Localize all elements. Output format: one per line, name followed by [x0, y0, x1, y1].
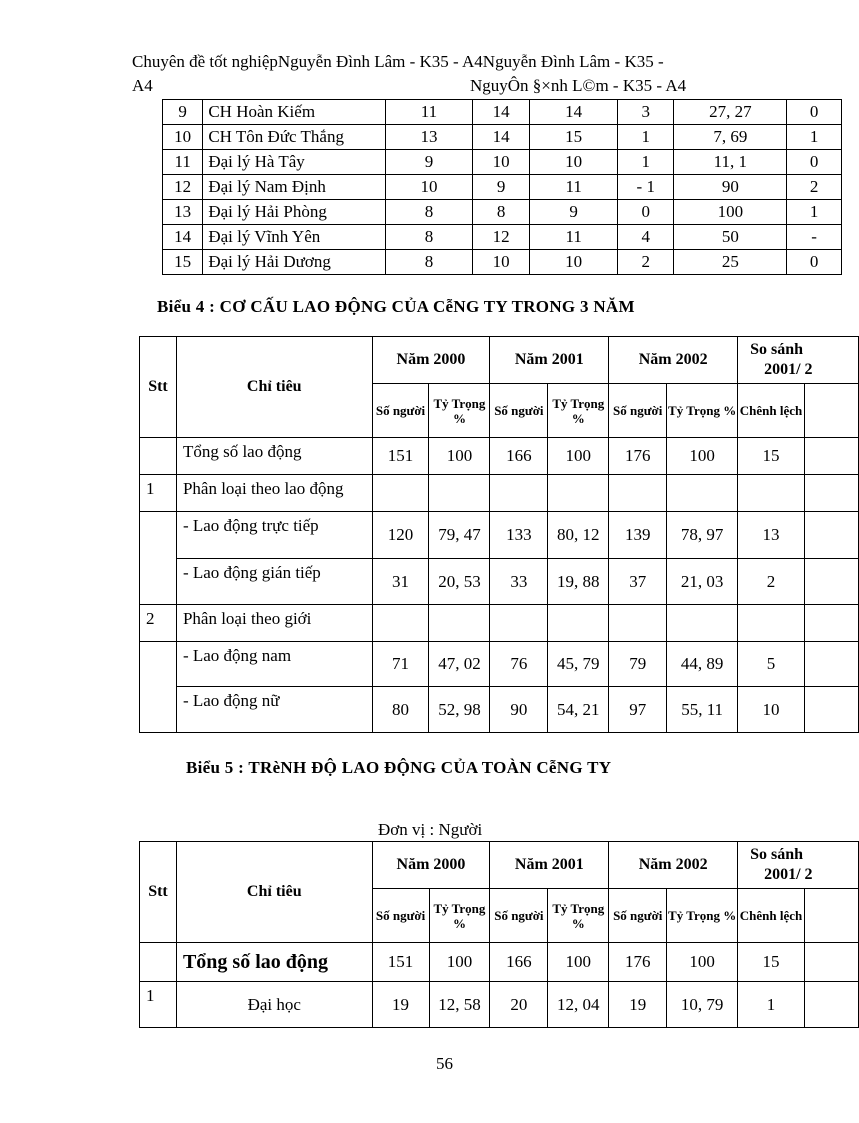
sub-tytrong: Tỷ Trọng % — [429, 889, 490, 943]
cell-c4: 4 — [618, 225, 674, 250]
cell-name: Đại lý Hải Dương — [203, 250, 386, 275]
table-row — [163, 100, 842, 125]
cell-stt: 14 — [163, 225, 203, 250]
cell-c3: 11 — [530, 225, 618, 250]
sub-songuoi: Số người — [490, 889, 548, 943]
cell-c6: 1 — [787, 200, 842, 225]
table-row: - Lao động trực tiếp 120 79, 47 133 80, 12 139 78, 97 13 — [140, 512, 859, 559]
cell-stt: 13 — [163, 200, 203, 225]
header-sosanh: So sánh 2001/ 2 — [738, 842, 859, 889]
table-row — [163, 200, 842, 225]
cell-stt: 10 — [163, 125, 203, 150]
table-row — [163, 150, 842, 175]
cell-c4: 2 — [618, 250, 674, 275]
header-2002: Năm 2002 — [609, 842, 738, 889]
cell-c2: 10 — [472, 150, 529, 175]
running-header-a4: A4 — [132, 76, 153, 95]
sub-songuoi: Số người — [609, 384, 667, 438]
cell-c5: 90 — [674, 175, 787, 200]
cell-c3: 10 — [530, 250, 618, 275]
cell-c2: 10 — [472, 250, 529, 275]
sub-songuoi: Số người — [372, 889, 429, 943]
cell-c2: 8 — [472, 200, 529, 225]
cell-c3: 11 — [530, 175, 618, 200]
cell-c1: 8 — [386, 200, 473, 225]
cell-stt: 12 — [163, 175, 203, 200]
sub-songuoi: Số người — [490, 384, 548, 438]
table-row: - Lao động gián tiếp 31 20, 53 33 19, 88 37 21, 03 2 — [140, 559, 859, 605]
table-row: - Lao động nữ 80 52, 98 90 54, 21 97 55, 11 10 — [140, 687, 859, 733]
cell-c4: 0 — [618, 200, 674, 225]
sub-tytrong: Tỷ Trọng % — [429, 384, 490, 438]
table-row — [163, 125, 842, 150]
cell-c3: 14 — [530, 100, 618, 125]
table5-caption: Biểu 5 : TRèNH ĐỘ LAO ĐỘNG CỦA TOÀN CễNG TY — [186, 758, 612, 777]
cell-c6: 0 — [787, 150, 842, 175]
unit-label: Đơn vị : Người — [378, 820, 483, 839]
cell-stt: 9 — [163, 100, 203, 125]
cell-name: Đại lý Hải Phòng — [203, 200, 386, 225]
labor-level-table — [139, 841, 859, 1028]
table-row: 2 Phân loại theo giới — [140, 605, 859, 642]
cell-c2: 14 — [472, 125, 529, 150]
cell-name: CH Tôn Đức Thắng — [203, 125, 386, 150]
header-2000: Năm 2000 — [372, 842, 490, 889]
cell-name: Đại lý Vĩnh Yên — [203, 225, 386, 250]
table-row: 1 Phân loại theo lao động — [140, 475, 859, 512]
cell-c1: 11 — [386, 100, 473, 125]
cell-c5: 100 — [674, 200, 787, 225]
table-row — [163, 225, 842, 250]
header-2001: Năm 2001 — [490, 337, 609, 384]
cell-c6: 2 — [787, 175, 842, 200]
cell-c5: 7, 69 — [674, 125, 787, 150]
sub-tytrong: Tỷ Trọng % — [667, 889, 738, 943]
sub-tytrong: Tỷ Trọng % — [548, 889, 609, 943]
cell-c6: 1 — [787, 125, 842, 150]
header-stt: Stt — [140, 337, 177, 438]
cell-c1: 10 — [386, 175, 473, 200]
page-number: 56 — [436, 1054, 453, 1073]
table4-caption: Biểu 4 : CƠ CẤU LAO ĐỘNG CỦA CễNG TY TRONG 3 NĂM — [157, 297, 635, 316]
running-header-garbled: NguyÔn §×nh L©m - K35 - A4 — [470, 76, 687, 95]
table-row: Tổng số lao động 151 100 166 100 176 100 15 — [140, 943, 859, 982]
cell-c6: 0 — [787, 100, 842, 125]
header-stt: Stt — [140, 842, 177, 943]
cell-c1: 13 — [386, 125, 473, 150]
cell-stt: 15 — [163, 250, 203, 275]
sub-tytrong: Tỷ Trọng % — [548, 384, 609, 438]
header-2000: Năm 2000 — [372, 337, 490, 384]
cell-c4: 3 — [618, 100, 674, 125]
cell-c5: 27, 27 — [674, 100, 787, 125]
sub-chenhlech: Chênh lệch — [738, 384, 805, 438]
cell-c5: 25 — [674, 250, 787, 275]
cell-c2: 9 — [472, 175, 529, 200]
table-row: 1 Đại học 19 12, 58 20 12, 04 19 10, 79 1 — [140, 982, 859, 1028]
sub-chenhlech: Chênh lệch — [738, 889, 805, 943]
cell-name: Đại lý Nam Định — [203, 175, 386, 200]
sub-tytrong: Tỷ Trọng % — [667, 384, 738, 438]
sub-songuoi: Số người — [609, 889, 667, 943]
table-row — [163, 250, 842, 275]
cell-c2: 12 — [472, 225, 529, 250]
header-2002: Năm 2002 — [609, 337, 738, 384]
cell-stt: 11 — [163, 150, 203, 175]
cell-c5: 11, 1 — [674, 150, 787, 175]
table-row — [163, 175, 842, 200]
cell-c3: 10 — [530, 150, 618, 175]
cell-c4: 1 — [618, 125, 674, 150]
sub-songuoi: Số người — [372, 384, 429, 438]
cell-c1: 8 — [386, 250, 473, 275]
cell-name: Đại lý Hà Tây — [203, 150, 386, 175]
cell-c3: 9 — [530, 200, 618, 225]
table-row: - Lao động nam 71 47, 02 76 45, 79 79 44, 89 5 — [140, 642, 859, 687]
cell-c3: 15 — [530, 125, 618, 150]
cell-c4: 1 — [618, 150, 674, 175]
labor-structure-table — [139, 336, 859, 733]
cell-c1: 8 — [386, 225, 473, 250]
cell-c2: 14 — [472, 100, 529, 125]
header-2001: Năm 2001 — [490, 842, 609, 889]
cell-c4: - 1 — [618, 175, 674, 200]
table-row: Tổng số lao động 151 100 166 100 176 100 15 — [140, 438, 859, 475]
running-header: Chuyên đề tốt nghiệpNguyễn Đình Lâm - K35 - A4Nguyễn Đình Lâm - K35 - — [132, 52, 664, 71]
store-table — [162, 99, 842, 275]
header-sosanh: So sánh 2001/ 2 — [738, 337, 859, 384]
cell-c1: 9 — [386, 150, 473, 175]
header-chitieu: Chỉ tiêu — [176, 842, 372, 943]
cell-name: CH Hoàn Kiếm — [203, 100, 386, 125]
header-chitieu: Chỉ tiêu — [176, 337, 372, 438]
cell-c5: 50 — [674, 225, 787, 250]
cell-c6: - — [787, 225, 842, 250]
cell-c6: 0 — [787, 250, 842, 275]
